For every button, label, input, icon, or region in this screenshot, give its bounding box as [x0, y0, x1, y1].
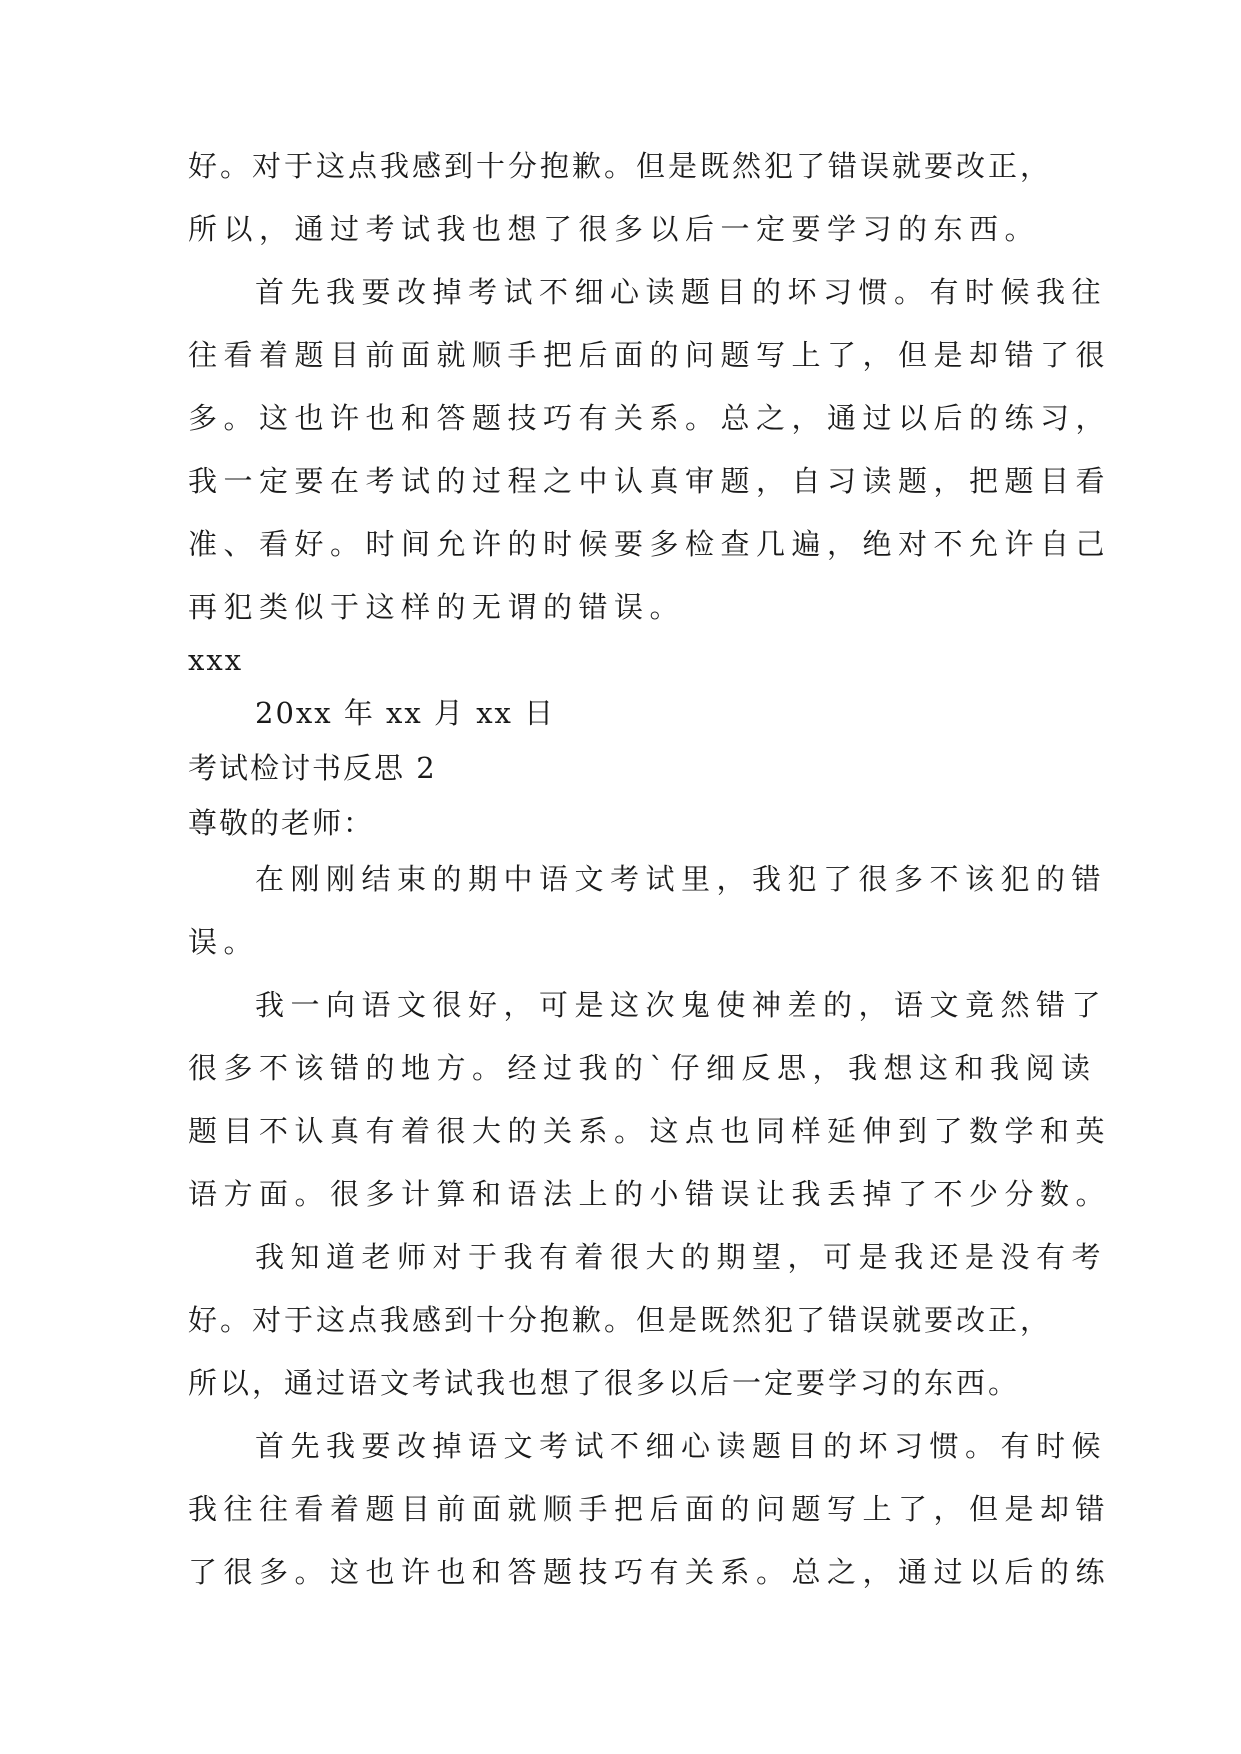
salutation: 尊敬的老师： [188, 806, 375, 840]
text-line: 多。这也许也和答题技巧有关系。总之，通过以后的练习， [188, 401, 1112, 435]
text-line: 我一定要在考试的过程之中认真审题，自习读题，把题目看 [188, 464, 1112, 498]
text-line: 题目不认真有着很大的关系。这点也同样延伸到了数学和英 [188, 1114, 1112, 1148]
text-line: 好。对于这点我感到十分抱歉。但是既然犯了错误就要改正， [188, 1303, 1053, 1337]
text-line: 语方面。很多计算和语法上的小错误让我丢掉了不少分数。 [188, 1177, 1112, 1211]
text-line: 很多不该错的地方。经过我的`仔细反思，我想这和我阅读 [188, 1051, 1097, 1085]
date-line: 20xx 年 xx 月 xx 日 [255, 696, 556, 730]
text-line: 所以，通过语文考试我也想了很多以后一定要学习的东西。 [188, 1366, 1021, 1400]
text-line: 误。 [188, 925, 260, 959]
text-line: 好。对于这点我感到十分抱歉。但是既然犯了错误就要改正， [188, 149, 1053, 183]
text-line: 所以，通过考试我也想了很多以后一定要学习的东西。 [188, 212, 1041, 246]
paragraph-start-line: 首先我要改掉语文考试不细心读题目的坏习惯。有时候 [255, 1429, 1108, 1463]
text-line: 往看着题目前面就顺手把后面的问题写上了，但是却错了很 [188, 338, 1112, 372]
section-title: 考试检讨书反思 2 [188, 751, 437, 785]
text-line: 再犯类似于这样的无谓的错误。 [188, 590, 686, 624]
text-line: 了很多。这也许也和答题技巧有关系。总之，通过以后的练 [188, 1555, 1112, 1589]
paragraph-start-line: 在刚刚结束的期中语文考试里，我犯了很多不该犯的错 [255, 862, 1108, 896]
paragraph-start-line: 我一向语文很好，可是这次鬼使神差的，语文竟然错了 [255, 988, 1108, 1022]
paragraph-start-line: 首先我要改掉考试不细心读题目的坏习惯。有时候我往 [255, 275, 1108, 309]
text-line: 我往往看着题目前面就顺手把后面的问题写上了，但是却错 [188, 1492, 1112, 1526]
signature: xxx [188, 643, 244, 677]
text-line: 准、看好。时间允许的时候要多检查几遍，绝对不允许自己 [188, 527, 1112, 561]
paragraph-start-line: 我知道老师对于我有着很大的期望，可是我还是没有考 [255, 1240, 1108, 1274]
